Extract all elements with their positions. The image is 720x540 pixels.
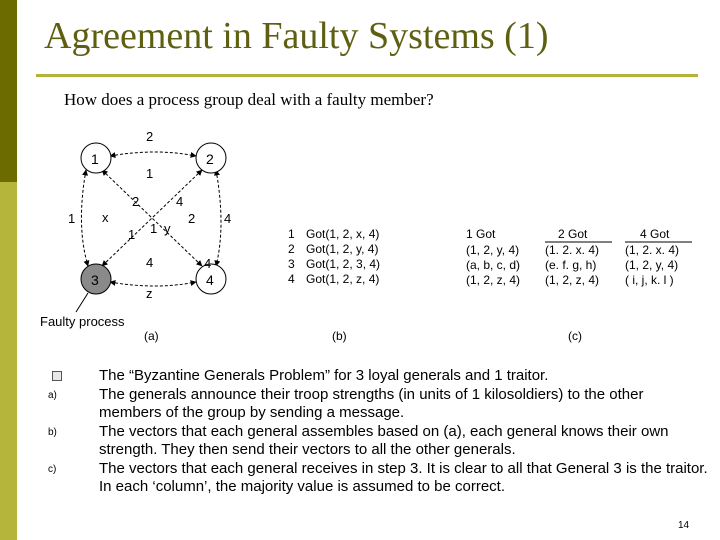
table-c-cell: (1, 2, y, 4) (466, 243, 520, 257)
edge-label: 2 (188, 211, 196, 226)
edge-label: 4 (146, 255, 154, 270)
node-label-1: 1 (91, 151, 99, 167)
table-b-number: 3 (288, 257, 295, 271)
sidebar-light-block (0, 182, 17, 540)
table-c-cell: (1, 2. x. 4) (625, 243, 680, 257)
side-label-right: 4 (224, 211, 232, 226)
page-number: 14 (678, 520, 690, 531)
node-label-4: 4 (206, 272, 214, 288)
edge-label: 4 (204, 256, 212, 271)
edge-label: 1 (128, 227, 136, 242)
table-c-header: 4 Got (640, 227, 670, 241)
bullet-item (48, 423, 708, 460)
edge-label: 2 (132, 194, 140, 209)
table-c-cell: (1. 2. x. 4) (545, 243, 600, 257)
caption-c: (c) (568, 329, 582, 343)
title-divider (36, 74, 698, 77)
table-c-header: 1 Got (466, 227, 496, 241)
table-b (288, 227, 380, 286)
table-b-row: Got(1, 2, 3, 4) (306, 257, 381, 271)
edge-label: x (102, 210, 109, 225)
table-c-cell: (1, 2, z, 4) (545, 273, 600, 287)
sidebar-bar (0, 0, 17, 540)
bullet-text: The “Byzantine Generals Problem” for 3 loyal generals and 1 traitor. (99, 367, 549, 384)
table-c-header: 2 Got (558, 227, 588, 241)
edge-label: 4 (176, 194, 184, 209)
slide-subtitle: How does a process group deal with a faulty member? (64, 90, 434, 109)
node-p2 (196, 143, 226, 173)
edge-1-3 (81, 170, 88, 266)
node-p1 (81, 143, 111, 173)
slide-title: Agreement in Faulty Systems (1) (44, 15, 549, 57)
table-c-cell: (1, 2, y, 4) (625, 258, 679, 272)
table-c-cell: ( i, j, k. l ) (625, 273, 674, 287)
table-b-row: Got(1, 2, z, 4) (306, 272, 380, 286)
bullet-text: The vectors that each general receives in step 3. It is clear to all that General 3 is the traitor. In each ‘column’, the majority value is assumed to be correct. (99, 459, 708, 495)
bullet-item (48, 386, 708, 423)
edge-1-2 (110, 152, 196, 156)
bullet-marker: b) (48, 426, 57, 438)
bullet-marker: a) (48, 389, 57, 401)
table-b-row: Got(1, 2, y, 4) (306, 242, 379, 256)
node-p3-faulty (81, 264, 111, 294)
node-label-2: 2 (206, 151, 214, 167)
edge-label: z (146, 286, 153, 301)
caption-b: (b) (332, 329, 347, 343)
table-c (466, 227, 692, 287)
table-b-row: Got(1, 2, x, 4) (306, 227, 380, 241)
bullet-text: The generals announce their troop strengths (in units of 1 kilosoldiers) to the other members of the group by sending a message. (99, 385, 644, 421)
edge-label: 1 (146, 166, 154, 181)
sidebar-dark-block (0, 0, 17, 182)
square-bullet-icon (52, 371, 62, 381)
edge-label: y (164, 221, 171, 236)
faulty-process-label: Faulty process (40, 314, 125, 329)
caption-a: (a) (144, 329, 159, 343)
table-b-number: 4 (288, 272, 295, 286)
table-c-cell: (1, 2, z, 4) (466, 273, 521, 287)
bullet-list (48, 367, 708, 497)
byzantine-diagram (36, 126, 700, 348)
table-b-number: 1 (288, 227, 295, 241)
table-b-number: 2 (288, 242, 295, 256)
edge-2-4 (216, 170, 221, 266)
faulty-pointer (76, 293, 88, 312)
side-label-left: 1 (68, 211, 76, 226)
bullet-marker: c) (48, 463, 57, 475)
node-label-3: 3 (91, 272, 99, 288)
bullet-item (48, 460, 708, 497)
bullet-text: The vectors that each general assembles based on (a), each general knows their own strength. They then send their vectors to all the other generals. (99, 422, 669, 458)
edge-label: 1 (150, 221, 158, 236)
bullet-item (48, 367, 708, 386)
edge-label: 2 (146, 129, 154, 144)
table-c-cell: (a, b, c, d) (466, 258, 521, 272)
edge-3-4 (110, 282, 196, 286)
table-c-cell: (e. f. g, h) (545, 258, 597, 272)
